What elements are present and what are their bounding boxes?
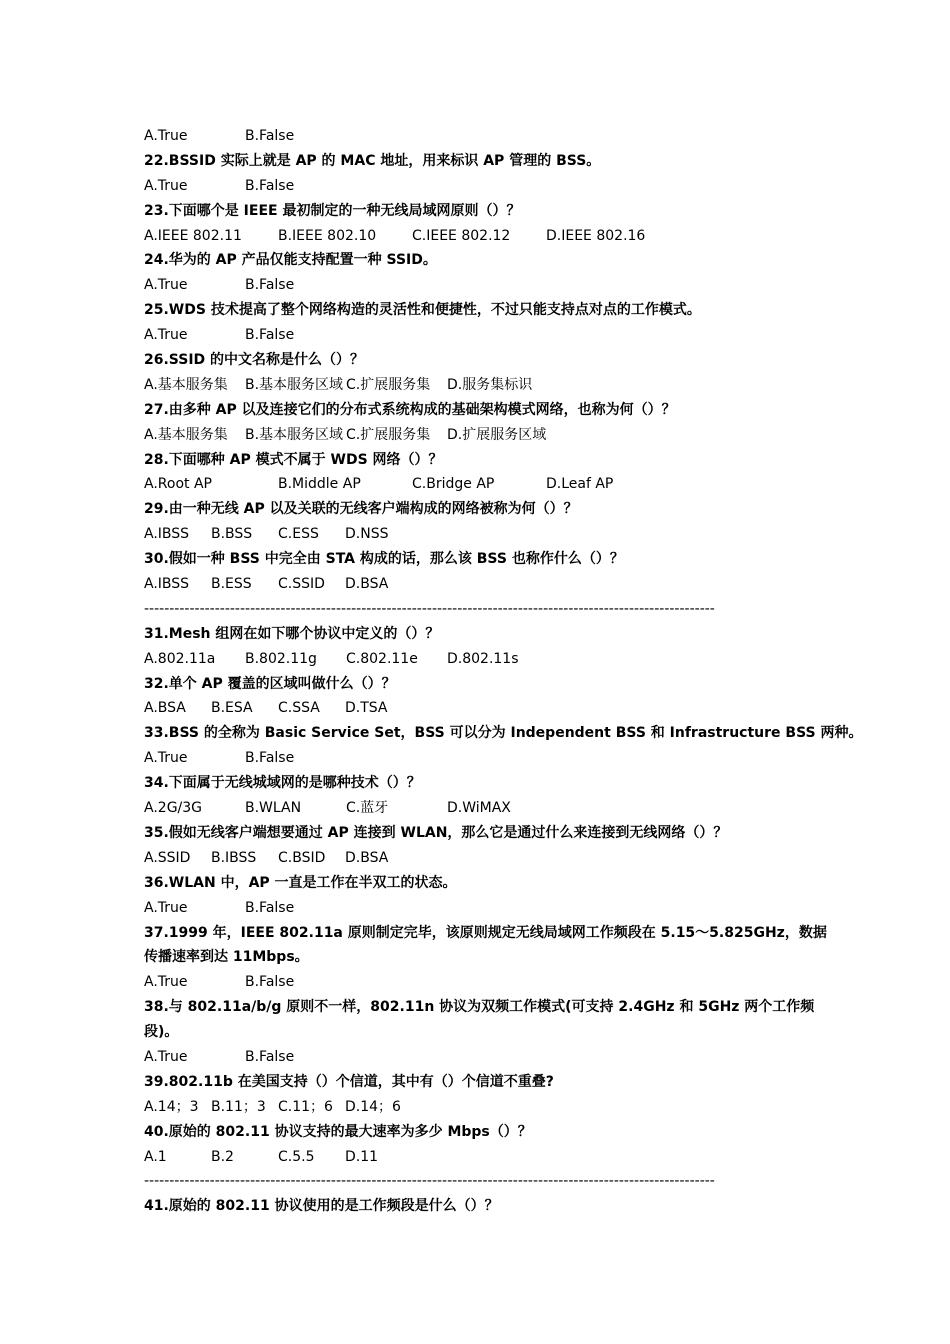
answer-option: B.802.11g (245, 650, 317, 667)
answer-option: D.TSA (345, 700, 388, 717)
answer-options (144, 1095, 814, 1120)
answer-option: B.False (245, 177, 295, 194)
question-text: 26.SSID 的中文名称是什么（）？ (144, 352, 365, 369)
question-text: 32.单个 AP 覆盖的区域叫做什么（）？ (144, 675, 396, 692)
answer-option: A.Root AP (144, 476, 212, 493)
answer-options (144, 896, 814, 921)
answer-options (144, 572, 814, 597)
answer-option: A.SSID (144, 849, 191, 866)
answer-options (144, 174, 814, 199)
answer-option: A.True (144, 899, 188, 916)
answer-option: A.IBSS (144, 576, 190, 593)
question-text: 31.Mesh 组网在如下哪个协议中定义的（）？ (144, 625, 440, 642)
answer-options (144, 1045, 814, 1070)
answer-option: A.基本服务集 (144, 376, 228, 393)
answer-options (144, 1145, 814, 1170)
answer-option: D.NSS (345, 526, 389, 543)
answer-options (144, 273, 814, 298)
answer-options (144, 124, 814, 149)
answer-option: C.11；6 (278, 1098, 333, 1115)
answer-option: A.True (144, 128, 188, 144)
answer-option: A.True (144, 327, 188, 344)
answer-option: A.802.11a (144, 650, 216, 667)
answer-option: B.基本服务区域 (245, 426, 344, 443)
answer-option: C.802.11e (346, 650, 418, 667)
question-text: 37.1999 年，IEEE 802.11a 原则制定完毕，该原则规定无线局域网工作频段在 5.15～5.825GHz，数据 (144, 924, 827, 941)
answer-option: A.IBSS (144, 526, 190, 543)
answer-option: B.ESS (211, 576, 252, 593)
question-text: 38.与 802.11a/b/g 原则不一样，802.11n 协议为双频工作模式(可支持 2.4GHz 和 5GHz 两个工作频 (144, 999, 815, 1016)
answer-option: C.IEEE 802.12 (412, 227, 511, 244)
answer-options (144, 373, 814, 398)
section-separator: ----------------------------------------------------------------------------------------------------------------- (144, 1173, 715, 1190)
question-text: 33.BSS 的全称为 Basic Service Set，BSS 可以分为 Independent BSS 和 Infrastructure BSS 两种。 (144, 725, 863, 742)
answer-option: A.BSA (144, 700, 186, 717)
answer-option: D.IEEE 802.16 (546, 227, 646, 244)
answer-option: D.WiMAX (447, 800, 511, 817)
answer-option: A.True (144, 1048, 188, 1065)
answer-option: B.基本服务区域 (245, 376, 344, 393)
answer-option: C.BSID (278, 849, 326, 866)
answer-option: C.ESS (278, 526, 319, 543)
answer-options (144, 746, 814, 771)
answer-option: C.5.5 (278, 1148, 315, 1165)
answer-options (144, 423, 814, 448)
answer-option: D.Leaf AP (546, 476, 614, 493)
question-text: 27.由多种 AP 以及连接它们的分布式系统构成的基础架构模式网络，也称为何（）？ (144, 401, 676, 418)
question-text: 34.下面属于无线城域网的是哪种技术（）？ (144, 775, 421, 792)
answer-options (144, 696, 814, 721)
answer-option: B.WLAN (245, 800, 302, 817)
answer-options (144, 522, 814, 547)
answer-option: A.2G/3G (144, 800, 203, 817)
answer-options (144, 323, 814, 348)
section-separator: ----------------------------------------------------------------------------------------------------------------- (144, 600, 715, 617)
answer-option: A.True (144, 177, 188, 194)
answer-option: B.False (245, 1048, 295, 1065)
answer-option: B.BSS (211, 526, 253, 543)
answer-option: D.14；6 (345, 1098, 401, 1115)
answer-options (144, 846, 814, 871)
answer-option: C.蓝牙 (346, 800, 389, 817)
answer-option: B.False (245, 750, 295, 767)
question-text: 23.下面哪个是 IEEE 最初制定的一种无线局域网原则（）？ (144, 202, 521, 219)
question-text: 36.WLAN 中，AP 一直是工作在半双工的状态。 (144, 874, 457, 891)
question-text: 28.下面哪种 AP 模式不属于 WDS 网络（）？ (144, 451, 443, 468)
answer-option: B.2 (211, 1148, 234, 1165)
question-text: 24.华为的 AP 产品仅能支持配置一种 SSID。 (144, 252, 437, 269)
answer-option: B.IEEE 802.10 (278, 227, 377, 244)
question-text: 29.由一种无线 AP 以及关联的无线客户端构成的网络被称为何（）？ (144, 501, 578, 518)
question-text: 22.BSSID 实际上就是 AP 的 MAC 地址，用来标识 AP 管理的 BSS。 (144, 152, 601, 169)
answer-option: C.Bridge AP (412, 476, 495, 493)
question-text: 39.802.11b 在美国支持（）个信道，其中有（）个信道不重叠? (144, 1073, 554, 1090)
answer-options (144, 647, 814, 672)
question-text: 41.原始的 802.11 协议使用的是工作频段是什么（）？ (144, 1198, 499, 1215)
answer-option: C.扩展服务集 (346, 426, 431, 443)
answer-option: B.IBSS (211, 849, 257, 866)
answer-option: A.True (144, 750, 188, 767)
answer-option: A.True (144, 974, 188, 991)
answer-option: C.扩展服务集 (346, 376, 431, 393)
answer-option: A.IEEE 802.11 (144, 227, 242, 244)
question-text: 段)。 (144, 1024, 179, 1041)
answer-option: B.ESA (211, 700, 253, 717)
answer-option: D.服务集标识 (447, 376, 533, 393)
answer-option: A.True (144, 277, 188, 294)
answer-option: B.False (245, 327, 295, 344)
answer-option: B.Middle AP (278, 476, 361, 493)
answer-option: A.1 (144, 1148, 167, 1165)
question-text: 25.WDS 技术提高了整个网络构造的灵活性和便捷性，不过只能支持点对点的工作模式。 (144, 302, 701, 319)
answer-option: D.BSA (345, 849, 389, 866)
answer-option: C.SSA (278, 700, 320, 717)
question-text: 传播速率到达 11Mbps。 (144, 949, 309, 966)
answer-option: B.False (245, 277, 295, 294)
answer-option: B.False (245, 974, 295, 991)
answer-options (144, 970, 814, 995)
answer-option: D.11 (345, 1148, 379, 1165)
answer-option: D.BSA (345, 576, 389, 593)
document-body (144, 124, 863, 1219)
answer-options (144, 224, 814, 249)
question-text: 30.假如一种 BSS 中完全由 STA 构成的话，那么该 BSS 也称作什么（）？ (144, 551, 624, 568)
answer-option: D.扩展服务区域 (447, 426, 547, 443)
answer-options (144, 472, 814, 497)
answer-option: B.11；3 (211, 1098, 266, 1115)
answer-option: D.802.11s (447, 650, 519, 667)
answer-options (144, 796, 814, 821)
question-text: 40.原始的 802.11 协议支持的最大速率为多少 Mbps（）？ (144, 1123, 532, 1140)
answer-option: A.基本服务集 (144, 426, 228, 443)
question-text: 35.假如无线客户端想要通过 AP 连接到 WLAN，那么它是通过什么来连接到无线网络（）？ (144, 824, 728, 841)
answer-option: B.False (245, 899, 295, 916)
answer-option: B.False (245, 128, 295, 144)
answer-option: A.14；3 (144, 1098, 199, 1115)
answer-option: C.SSID (278, 576, 325, 593)
